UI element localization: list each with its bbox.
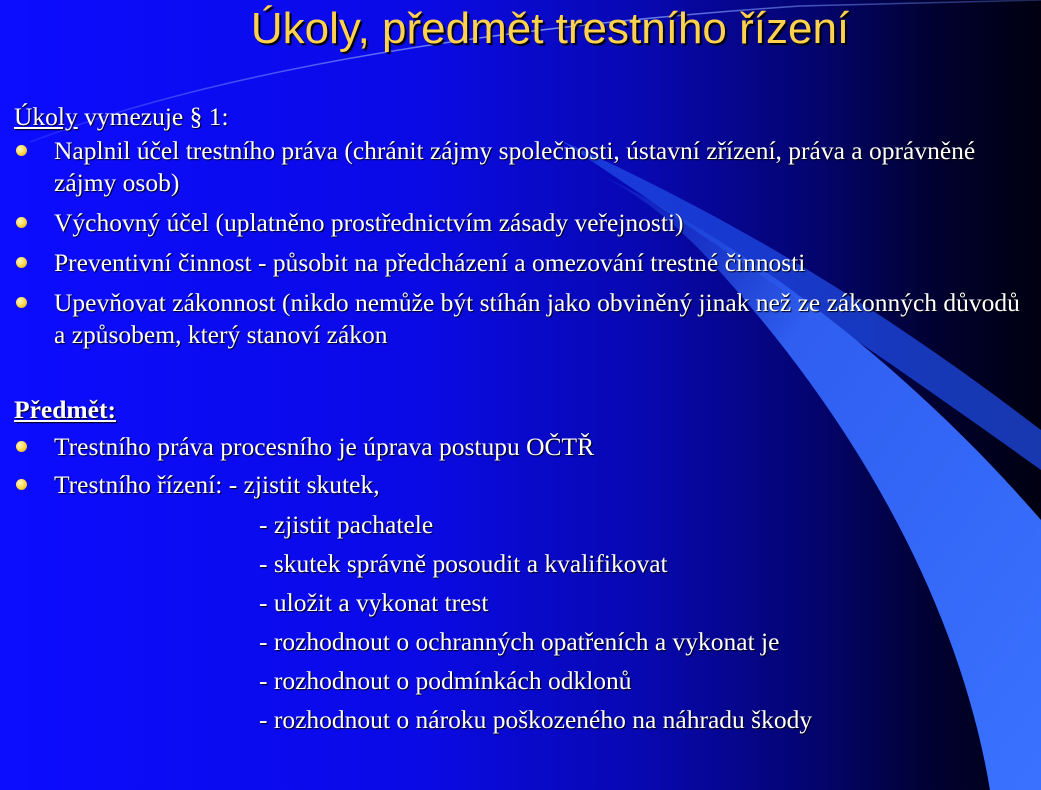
subject-list [14, 431, 1029, 501]
list-item [14, 135, 1029, 199]
list-item [14, 287, 1029, 351]
list-item-text: Trestního práva procesního je úprava postupu OČTŘ [54, 432, 595, 461]
list-item [14, 247, 1029, 279]
sub-list-item: - rozhodnout o podmínkách odklonů [259, 666, 632, 695]
bullet-icon [16, 145, 27, 156]
sub-list-item: - rozhodnout o ochranných opatřeních a vykonat je [259, 627, 780, 656]
list-item-text: Výchovný účel (uplatněno prostřednictvím zásady veřejnosti) [54, 208, 684, 237]
sub-list-item: - zjistit pachatele [259, 510, 434, 539]
subject-heading-text: Předmět: [14, 395, 116, 424]
sub-list-item: - skutek správně posoudit a kvalifikovat [259, 549, 668, 578]
list-item [14, 469, 1029, 501]
list-item-text: Naplnil účel trestního práva (chránit zájmy společnosti, ústavní zřízení, práva a oprávněné zájmy osob) [54, 136, 976, 197]
tasks-heading-rest: vymezuje § 1: [77, 102, 229, 131]
tasks-section [14, 101, 1029, 351]
list-item [14, 431, 1029, 463]
slide-content [14, 101, 1029, 736]
tasks-heading [14, 101, 1029, 133]
bullet-icon [16, 257, 27, 268]
bullet-icon [16, 479, 27, 490]
tasks-heading-word: Úkoly [14, 102, 78, 131]
sub-list-item: - uložit a vykonat trest [259, 588, 489, 617]
sub-list-item: - rozhodnout o nároku poškozeného na náhradu škody [259, 705, 813, 734]
subject-heading [14, 394, 1029, 426]
list-item-text: Upevňovat zákonnost (nikdo nemůže být stíhán jako obviněný jinak než ze zákonných důvodů a způsobem, který stanoví zákon [54, 288, 1020, 349]
list-item [14, 207, 1029, 239]
tasks-list [14, 135, 1029, 351]
subject-section [14, 394, 1029, 736]
bullet-icon [16, 441, 27, 452]
list-item-text: Trestního řízení: - zjistit skutek, [54, 470, 380, 499]
list-item-text: Preventivní činnost - působit na předcházení a omezování trestné činnosti [54, 248, 806, 277]
bullet-icon [16, 217, 27, 228]
procedure-goals-list [14, 509, 1029, 736]
bullet-icon [16, 297, 27, 308]
slide-title: Úkoly, předmět trestního řízení [250, 4, 850, 53]
